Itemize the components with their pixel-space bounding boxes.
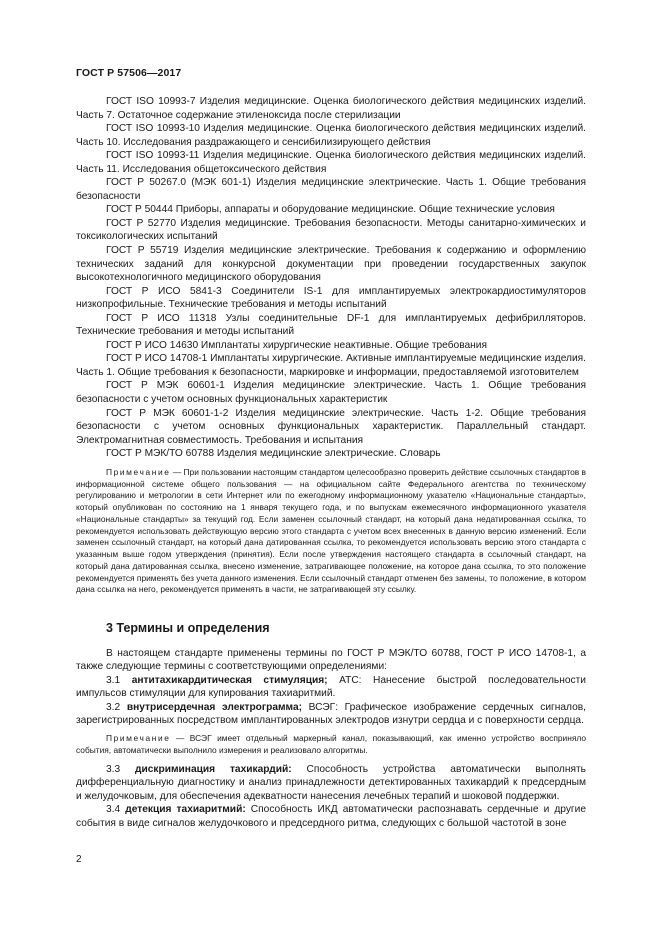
term-name: антитахикардитическая стимуляция; xyxy=(131,674,328,686)
reference-item: ГОСТ Р МЭК/ТО 60788 Изделия медицинские электрические. Словарь xyxy=(106,448,441,460)
reference-item: ГОСТ Р 55719 Изделия медицинские электрические. Требования к содержанию и оформлению технических заданий для конкурсной документации при проведении государственных закупок высокотехнологичного медицинского оборудования xyxy=(76,245,586,284)
term-definition xyxy=(76,701,586,728)
reference-item: ГОСТ Р ИСО 11318 Узлы соединительные DF-1 для имплантируемых дефибрилляторов. Технические требования и методы испытаний xyxy=(76,312,586,338)
term-name: внутрисердечная электрограмма; xyxy=(126,701,303,713)
term-number: 3.2 xyxy=(106,701,121,713)
section-intro: В настоящем стандарте применены термины по ГОСТ Р МЭК/ТО 60788, ГОСТ Р ИСО 14708-1, а также следующие термины с соответствующими определениями: xyxy=(76,648,586,673)
note-text: — ВСЭГ имеет отдельный маркерный канал, показывающий, как именно устройство восприняло события, автоматически выполнило измерения и реализовало алгоритмы. xyxy=(76,733,586,756)
terms-section xyxy=(76,647,586,830)
term-text: Способность ИКД автоматически распознавать сердечные и другие события в виде сигналов желудочкового и предсердного ритма, следующих с большой частотой в зоне xyxy=(76,804,586,829)
term-text: ВСЭГ: Графическое изображение сердечных сигналов, зарегистрированных посредством имплантированных электродов изнутри сердца и с поверхности сердца. xyxy=(76,701,587,727)
page-number: 2 xyxy=(76,854,82,865)
note-label: Примечание xyxy=(106,733,171,744)
standard-header: ГОСТ Р 57506—2017 xyxy=(76,67,182,79)
reference-item: ГОСТ ISO 10993-11 Изделия медицинские. Оценка биологического действия медицинских изделий. Часть 11. Исследования общетоксического действия xyxy=(76,150,586,175)
reference-item: ГОСТ ISO 10993-7 Изделия медицинские. Оценка биологического действия медицинских изделий. Часть 7. Остаточное содержание этиленоксида после стерилизации xyxy=(76,96,586,121)
reference-item: ГОСТ Р 52770 Изделия медицинские. Требования безопасности. Методы санитарно-химических и токсикологических испытаний xyxy=(76,217,586,243)
reference-item: ГОСТ Р ИСО 14630 Имплантаты хирургические неактивные. Общие требования xyxy=(106,339,488,351)
reference-item: ГОСТ ISO 10993-10 Изделия медицинские. Оценка биологического действия медицинских изделий. Часть 10. Исследования раздражающего и сенсибилизирующего действия xyxy=(76,123,586,148)
term-text: Способность устройства автоматически выполнять дифференциальную диагностику и анализ принадлежности детектированных тахикардий к предсердным и желудочковым, для обеспечения адекватности нанесения лечебных терапий и шоковой поддержки. xyxy=(76,763,586,802)
reference-item: ГОСТ Р МЭК 60601-1 Изделия медицинские электрические. Часть 1. Общие требования безопасности с учетом основных функциональных характеристик xyxy=(76,380,586,406)
reference-item: ГОСТ Р 50444 Приборы, аппараты и оборудование медицинские. Общие технические условия xyxy=(106,204,555,216)
references-note xyxy=(76,467,586,596)
note-label: Примечание xyxy=(106,466,171,477)
note-text: — При пользовании настоящим стандартом целесообразно проверить действие ссылочных стандартов в информационной системе общего пользования — на официальном сайте Федерального агентства по техническому регулированию и метрологии в сети Интернет или по ежегодному информационному указателю «Национальные стандарты», который опубликован по состоянию на 1 января текущего года, и по выпускам ежемесячного информационного указателя «Национальные стандарты» за текущий год. Если заменен ссылочный стандарт, на который дана недатированная ссылка, то рекомендуется использовать действующую версию этого стандарта с учетом всех внесенных в данную версию изменений. Если заменен ссылочный стандарт, на который дана датированная ссылка, то рекомендуется использовать версию этого стандарта с указанным выше годом утверждения (принятия). Если после утверждения настоящего стандарта в ссылочный стандарт, на который дана датированная ссылка, внесено изменение, затрагивающее положение, на которое дана ссылка, то это положение рекомендуется применять без учета данного изменения. Если ссылочный стандарт отменен без замены, то положение, в котором дана ссылка на него, рекомендуется применять в части, не затрагивающей эту ссылку. xyxy=(76,466,587,595)
section-title: 3 Термины и определения xyxy=(106,621,270,635)
term-note xyxy=(76,733,586,757)
reference-item: ГОСТ Р 50267.0 (МЭК 601-1) Изделия медицинские электрические. Часть 1. Общие требования безопасности xyxy=(76,177,586,202)
reference-item: ГОСТ Р ИСО 5841-3 Соединители IS-1 для имплантируемых электрокардиостимуляторов низкопрофильные. Технические требования и методы испытаний xyxy=(76,285,586,311)
term-name: дискриминация тахикардий: xyxy=(135,763,292,775)
normative-references xyxy=(76,95,586,596)
term-name: детекция тахиаритмий: xyxy=(125,804,246,816)
term-number: 3.3 xyxy=(106,763,121,775)
term-text: АТС: Нанесение быстрой последовательности импульсов стимуляции для купирования тахиаритмий. xyxy=(76,674,586,700)
term-definition xyxy=(76,763,586,803)
term-number: 3.4 xyxy=(106,804,121,816)
term-definition xyxy=(76,674,586,701)
reference-item: ГОСТ Р ИСО 14708-1 Имплантаты хирургические. Активные имплантируемые медицинские изделия. Часть 1. Общие требования к безопасности, маркировке и информации, предоставляемой изготовителем xyxy=(76,353,586,378)
reference-item: ГОСТ Р МЭК 60601-1-2 Изделия медицинские электрические. Часть 1-2. Общие требования безопасности с учетом основных функциональных характеристик. Параллельный стандарт. Электромагнитная совместимость. Требования и испытания xyxy=(76,407,586,446)
term-definition xyxy=(76,803,586,830)
term-number: 3.1 xyxy=(106,674,121,686)
